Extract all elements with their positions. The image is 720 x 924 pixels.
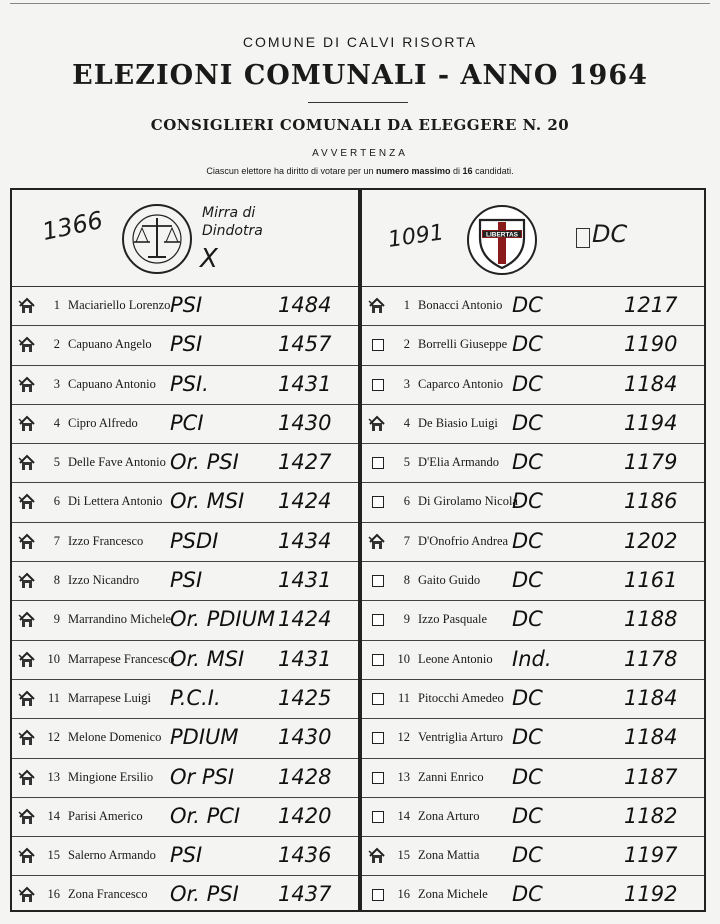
candidate-votes: 1425 <box>278 685 332 710</box>
candidate-row <box>362 326 704 365</box>
candidate-row <box>12 326 358 365</box>
list-left-votes: 1366 <box>39 205 106 247</box>
candidate-number: 4 <box>403 415 410 430</box>
candidate-number: 9 <box>403 612 410 627</box>
candidate-votes: 1184 <box>624 725 678 750</box>
candidate-number: 10 <box>397 651 410 666</box>
candidate-name: Zona Francesco <box>68 887 148 902</box>
candidate-row <box>362 483 704 522</box>
scales-of-justice-icon <box>120 202 194 276</box>
candidate-row <box>12 405 358 444</box>
candidate-row <box>362 601 704 640</box>
voting-note <box>0 166 720 176</box>
candidate-party: DC <box>512 568 543 593</box>
candidate-row <box>12 366 358 405</box>
candidate-votes: 1431 <box>278 646 332 671</box>
candidate-party: DC <box>512 843 543 868</box>
candidate-row <box>362 837 704 876</box>
page-subtitle: CONSIGLIERI COMUNALI DA ELEGGERE N. 20 <box>150 116 570 134</box>
vote-checkbox[interactable] <box>372 457 384 469</box>
party-emblem-icon <box>18 415 36 433</box>
candidate-name: Marrapese Luigi <box>68 690 151 705</box>
party-emblem-icon <box>18 376 36 394</box>
candidate-row <box>12 444 358 483</box>
candidate-votes: 1187 <box>624 764 678 789</box>
candidate-number: 13 <box>47 769 60 784</box>
party-emblem-icon <box>18 847 36 865</box>
candidate-name: Parisi Americo <box>68 808 143 823</box>
candidate-number: 12 <box>397 730 410 745</box>
candidate-party: DC <box>512 489 543 514</box>
candidate-row <box>12 562 358 601</box>
candidate-votes: 1184 <box>624 685 678 710</box>
candidate-party: Ind. <box>512 646 552 671</box>
vote-checkbox[interactable] <box>372 339 384 351</box>
candidate-number: 5 <box>53 455 60 470</box>
note-bold: numero massimo <box>376 166 451 176</box>
candidate-party: PDIUM <box>170 725 239 750</box>
candidate-party: Or PSI <box>170 764 235 789</box>
candidate-row <box>362 287 704 326</box>
party-emblem-icon <box>18 808 36 826</box>
candidate-party: Or. PSI <box>170 882 239 907</box>
candidate-row <box>12 876 358 915</box>
party-emblem-icon <box>18 336 36 354</box>
candidate-votes: 1431 <box>278 371 332 396</box>
party-emblem-icon <box>18 493 36 511</box>
party-emblem-icon <box>18 297 36 315</box>
vote-checkbox[interactable] <box>372 496 384 508</box>
candidate-number: 16 <box>397 887 410 902</box>
candidate-name: Cipro Alfredo <box>68 415 138 430</box>
candidate-name: Bonacci Antonio <box>418 298 503 312</box>
list-right <box>362 190 704 916</box>
vote-checkbox[interactable] <box>372 889 384 901</box>
candidate-votes: 1431 <box>278 568 332 593</box>
candidate-row <box>12 641 358 680</box>
candidate-name: Zona Arturo <box>418 808 480 823</box>
note-prefix: Ciascun elettore ha diritto di votare per un <box>206 166 376 176</box>
candidate-number: 2 <box>53 337 60 352</box>
candidate-name: De Biasio Luigi <box>418 415 498 430</box>
candidate-number: 2 <box>403 337 410 352</box>
candidate-row <box>12 759 358 798</box>
candidate-votes: 1437 <box>278 882 332 907</box>
candidate-party: DC <box>512 725 543 750</box>
candidate-row <box>12 680 358 719</box>
candidate-votes: 1217 <box>624 293 678 317</box>
note-number: 16 <box>462 166 473 176</box>
candidate-row <box>362 798 704 837</box>
candidate-party: Or. PSI <box>170 450 239 475</box>
candidate-row <box>362 366 704 405</box>
candidate-name: D'Elia Armando <box>418 455 500 470</box>
candidate-number: 14 <box>47 808 60 823</box>
candidate-party: Or. MSI <box>170 489 245 514</box>
title-rule <box>308 102 408 103</box>
candidate-row <box>12 837 358 876</box>
candidate-number: 11 <box>47 690 60 705</box>
candidate-votes: 1484 <box>278 293 332 317</box>
party-emblem-icon <box>368 415 386 433</box>
comune-name: COMUNE DI CALVI RISORTA <box>242 34 478 50</box>
avvertenza-label: AVVERTENZA <box>312 148 408 159</box>
party-emblem-icon <box>18 454 36 472</box>
candidate-number: 14 <box>397 808 410 823</box>
candidate-party: PSI <box>170 293 203 317</box>
candidate-row <box>12 798 358 837</box>
candidate-number: 13 <box>397 769 410 784</box>
party-emblem-icon <box>18 572 36 590</box>
candidate-votes: 1430 <box>278 410 332 435</box>
candidate-name: Capuano Angelo <box>68 337 152 352</box>
list-left-header <box>12 190 358 287</box>
candidate-votes: 1197 <box>624 843 678 868</box>
candidate-number: 3 <box>403 376 410 391</box>
candidate-name: Mingione Ersilio <box>68 769 154 784</box>
ballot-header <box>0 0 720 188</box>
candidate-name: Borrelli Giuseppe <box>418 337 508 352</box>
vote-checkbox[interactable] <box>372 772 384 784</box>
candidate-party: PSI. <box>170 371 209 396</box>
vote-checkbox[interactable] <box>372 811 384 823</box>
candidate-name: Izzo Pasquale <box>418 612 488 627</box>
candidate-votes: 1190 <box>624 332 678 357</box>
list-right-marker-box <box>576 228 590 248</box>
candidate-party: DC <box>512 764 543 789</box>
candidate-party: PCI <box>170 410 204 435</box>
candidate-row <box>362 641 704 680</box>
candidate-party: Or. PCI <box>170 803 241 828</box>
candidate-votes: 1424 <box>278 489 332 514</box>
candidate-number: 3 <box>53 376 60 391</box>
candidate-votes: 1161 <box>624 568 678 593</box>
vote-checkbox[interactable] <box>372 614 384 626</box>
list-left-cross: X <box>200 244 218 274</box>
candidate-votes: 1194 <box>624 410 678 435</box>
candidate-party: Or. MSI <box>170 646 245 671</box>
vote-checkbox[interactable] <box>372 379 384 391</box>
vote-checkbox[interactable] <box>372 732 384 744</box>
candidate-name: D'Onofrio Andrea <box>418 533 509 548</box>
candidate-row <box>362 759 704 798</box>
candidate-number: 4 <box>53 415 60 430</box>
party-emblem-icon <box>368 533 386 551</box>
top-rule <box>10 3 710 4</box>
candidate-name: Izzo Francesco <box>68 533 144 548</box>
candidate-party: DC <box>512 410 543 435</box>
candidate-votes: 1434 <box>278 528 332 553</box>
candidate-party: DC <box>512 528 543 553</box>
candidate-party: DC <box>512 293 543 317</box>
candidate-number: 5 <box>403 455 410 470</box>
candidate-party: DC <box>512 882 543 907</box>
candidate-row <box>362 405 704 444</box>
candidate-name: Gaito Guido <box>418 573 481 588</box>
party-emblem-icon <box>18 769 36 787</box>
candidate-party: Or. PDIUM <box>170 607 276 632</box>
candidate-number: 1 <box>403 298 410 312</box>
candidate-name: Zona Michele <box>418 887 488 902</box>
candidate-row <box>362 444 704 483</box>
candidate-number: 7 <box>403 533 410 548</box>
candidate-votes: 1178 <box>624 646 678 671</box>
candidate-party: PSI <box>170 332 203 357</box>
candidate-party: PSDI <box>170 528 219 553</box>
candidate-name: Delle Fave Antonio <box>68 455 166 470</box>
candidate-votes: 1192 <box>624 882 678 907</box>
candidate-party: DC <box>512 450 543 475</box>
libertas-text: LIBERTAS <box>485 231 519 239</box>
candidate-row <box>12 719 358 758</box>
list-left-handwritten-note: Mirra di Dindotra <box>202 205 263 239</box>
candidate-party: DC <box>512 607 543 632</box>
candidate-votes: 1436 <box>278 843 332 868</box>
candidate-votes: 1424 <box>278 607 332 632</box>
candidate-number: 10 <box>47 651 60 666</box>
candidate-votes: 1179 <box>624 450 678 475</box>
candidate-name: Ventriglia Arturo <box>418 730 504 745</box>
candidate-name: Marrapese Francesco <box>68 651 175 666</box>
candidate-row <box>12 483 358 522</box>
candidate-number: 6 <box>403 494 410 509</box>
note-suffix: candidati. <box>472 166 514 176</box>
candidate-row <box>362 523 704 562</box>
candidate-name: Di Lettera Antonio <box>68 494 163 509</box>
candidate-votes: 1430 <box>278 725 332 750</box>
page-title: ELEZIONI COMUNALI - ANNO 1964 <box>72 60 648 91</box>
candidate-row <box>362 680 704 719</box>
list-right-handwritten-note: DC <box>592 220 628 248</box>
party-emblem-icon <box>18 611 36 629</box>
candidate-name: Capuano Antonio <box>68 376 156 391</box>
candidate-votes: 1186 <box>624 489 678 514</box>
list-right-votes: 1091 <box>386 220 446 253</box>
candidate-name: Zanni Enrico <box>418 769 484 784</box>
candidate-row <box>12 287 358 326</box>
candidate-number: 1 <box>53 298 60 312</box>
party-emblem-icon <box>368 847 386 865</box>
candidate-name: Melone Domenico <box>68 730 162 745</box>
candidate-number: 6 <box>53 494 60 509</box>
candidate-row <box>12 523 358 562</box>
candidate-number: 11 <box>397 690 410 705</box>
candidate-party: DC <box>512 803 543 828</box>
candidate-name: Izzo Nicandro <box>68 573 140 588</box>
crusader-shield-icon <box>466 204 538 276</box>
candidate-votes: 1182 <box>624 803 678 828</box>
candidate-row <box>362 562 704 601</box>
candidate-name: Zona Mattia <box>418 848 480 863</box>
candidate-votes: 1202 <box>624 528 678 553</box>
party-emblem-icon <box>18 651 36 669</box>
candidate-votes: 1427 <box>278 450 332 475</box>
candidate-party: P.C.I. <box>170 685 221 710</box>
candidate-number: 8 <box>53 573 60 588</box>
candidate-name: Caparco Antonio <box>418 376 504 391</box>
candidate-row <box>362 876 704 915</box>
candidate-row <box>362 719 704 758</box>
candidate-name: Salerno Armando <box>68 848 156 863</box>
vote-checkbox[interactable] <box>372 654 384 666</box>
candidate-votes: 1457 <box>278 332 332 357</box>
candidate-name: Leone Antonio <box>418 651 493 666</box>
candidate-party: DC <box>512 332 543 357</box>
party-emblem-icon <box>18 886 36 904</box>
candidate-number: 9 <box>53 612 60 627</box>
party-emblem-icon <box>18 729 36 747</box>
candidate-party: DC <box>512 371 543 396</box>
candidate-row <box>12 601 358 640</box>
vote-checkbox[interactable] <box>372 693 384 705</box>
candidate-name: Maciariello Lorenzo <box>68 298 171 312</box>
candidate-name: Pitocchi Amedeo <box>418 690 504 705</box>
candidate-name: Di Girolamo Nicola <box>418 494 518 509</box>
candidate-party: DC <box>512 685 543 710</box>
party-emblem-icon <box>18 533 36 551</box>
candidate-votes: 1420 <box>278 803 332 828</box>
candidate-name: Marrandino Michele <box>68 612 172 627</box>
vote-checkbox[interactable] <box>372 575 384 587</box>
party-emblem-icon <box>18 690 36 708</box>
candidate-votes: 1188 <box>624 607 678 632</box>
list-left <box>12 190 358 916</box>
candidate-number: 12 <box>47 730 60 745</box>
candidate-number: 8 <box>403 573 410 588</box>
candidate-votes: 1184 <box>624 371 678 396</box>
party-emblem-icon <box>368 297 386 315</box>
candidate-party: PSI <box>170 843 203 868</box>
candidate-number: 15 <box>47 848 60 863</box>
list-right-header <box>362 190 704 287</box>
candidate-number: 16 <box>47 887 60 902</box>
candidate-party: PSI <box>170 568 203 593</box>
candidate-votes: 1428 <box>278 764 332 789</box>
note-mid: di <box>450 166 463 176</box>
candidate-number: 15 <box>397 848 410 863</box>
candidate-number: 7 <box>53 533 60 548</box>
